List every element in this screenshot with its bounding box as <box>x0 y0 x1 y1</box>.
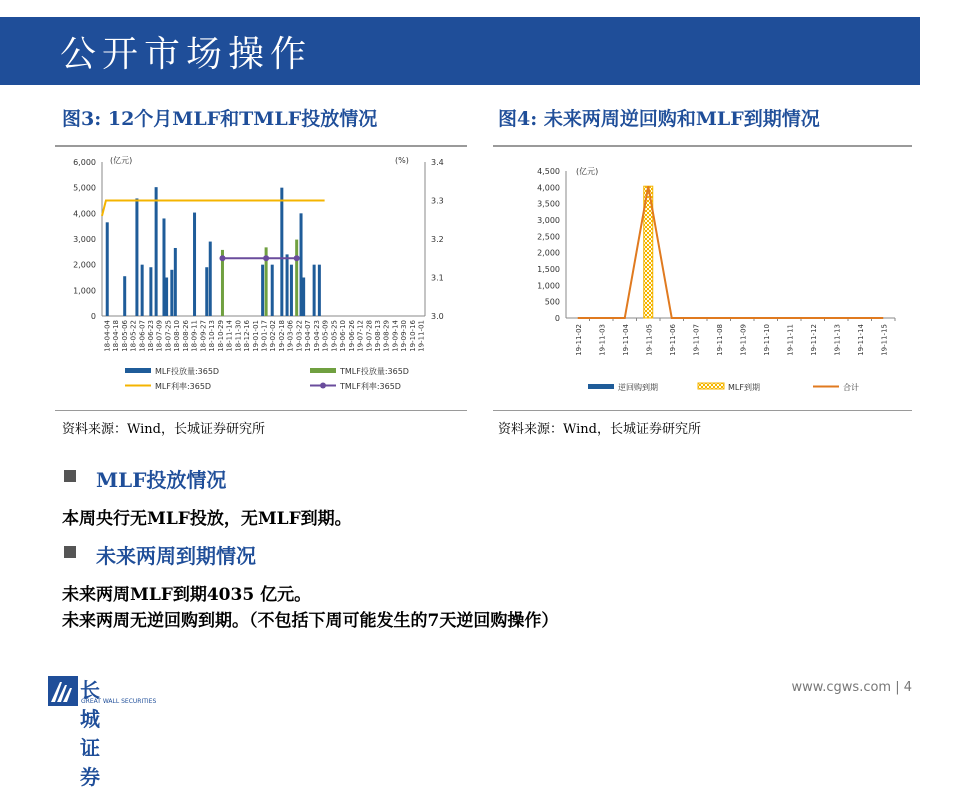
x-tick-label: 19-03-22 <box>295 320 304 352</box>
x-tick-label: 19-11-03 <box>598 324 607 356</box>
mlf-bar <box>155 187 158 316</box>
legend-label: 逆回购到期 <box>618 383 658 392</box>
mlf-bar <box>280 188 283 316</box>
section-mlf-text: 本周央行无MLF投放，无MLF到期。 <box>62 509 352 529</box>
mlf-tmlf-chart <box>55 150 467 408</box>
legend-swatch <box>588 384 614 389</box>
mlf-bar <box>162 218 165 316</box>
x-tick-label: 19-01-01 <box>251 320 260 352</box>
x-tick-label: 19-04-07 <box>304 320 313 352</box>
x-tick-label: 18-10-13 <box>208 320 217 352</box>
legend-label: TMLF投放量:365D <box>340 367 409 376</box>
y-tick-label: 4,000 <box>537 183 560 193</box>
y-tick-label: 0 <box>90 312 96 321</box>
footer-url-page: www.cgws.com | 4 <box>791 680 912 695</box>
y-right-tick-label: 3.2 <box>431 235 444 244</box>
x-tick-label: 19-07-12 <box>356 320 365 352</box>
x-tick-label: 19-11-01 <box>417 320 426 352</box>
source-right: 资料来源：Wind，长城证券研究所 <box>498 422 701 437</box>
y-tick-label: 3,500 <box>537 199 560 209</box>
header <box>0 0 960 90</box>
mlf-bar <box>123 276 126 316</box>
mlf-bar <box>209 242 212 316</box>
x-tick-label: 18-04-18 <box>112 320 121 352</box>
mlf-bar <box>271 265 274 316</box>
x-tick-label: 18-06-23 <box>147 320 156 352</box>
section-maturity-line-2: 未来两周无逆回购到期。（不包括下周可能发生的7天逆回购操作） <box>62 611 559 631</box>
x-tick-label: 19-11-02 <box>574 324 583 356</box>
figure-3-title: 图3: 12个月MLF和TMLF投放情况 <box>62 108 378 130</box>
y-right-tick-label: 3.1 <box>431 273 444 283</box>
mlf-bar <box>141 265 144 316</box>
x-tick-label: 19-04-23 <box>312 320 321 352</box>
mlf-bar <box>170 270 173 316</box>
x-tick-label: 19-02-18 <box>277 320 286 352</box>
bullet-1 <box>64 470 76 482</box>
total-line <box>578 186 884 318</box>
mlf-bar <box>286 254 289 316</box>
panel-top-rule-right <box>493 145 912 147</box>
x-tick-label: 18-08-10 <box>173 320 182 352</box>
maturity-chart <box>493 150 912 408</box>
x-tick-label: 19-11-10 <box>762 324 771 356</box>
x-tick-label: 18-11-30 <box>234 320 243 352</box>
x-tick-label: 19-06-10 <box>339 320 348 352</box>
x-tick-label: 19-01-17 <box>260 320 269 352</box>
y-tick-label: 0 <box>554 314 560 323</box>
x-tick-label: 18-06-07 <box>138 320 147 352</box>
mlf-bar <box>106 222 109 316</box>
y-tick-label: 3,000 <box>537 216 560 225</box>
y-unit-right: (%) <box>395 156 409 165</box>
x-tick-label: 19-11-05 <box>645 324 654 356</box>
x-tick-label: 19-11-06 <box>668 324 677 356</box>
mlf-tmlf-plot <box>73 155 444 391</box>
legend-label: 合计 <box>843 383 859 392</box>
x-tick-label: 19-11-12 <box>809 324 818 356</box>
x-tick-label: 19-11-09 <box>739 324 748 356</box>
tmlf-rate-point <box>294 255 300 261</box>
y-tick-label: 1,000 <box>73 286 96 296</box>
logo-text-en: GREAT WALL SECURITIES <box>81 698 157 705</box>
x-tick-label: 19-08-13 <box>373 320 382 352</box>
tmlf-rate-point <box>263 255 269 261</box>
x-tick-label: 18-08-26 <box>181 320 190 352</box>
legend-label: MLF投放量:365D <box>155 367 220 376</box>
mlf-bar <box>135 198 138 316</box>
tmlf-rate-point <box>219 255 225 261</box>
legend-swatch <box>125 368 151 373</box>
bullet-2 <box>64 546 76 558</box>
x-tick-label: 18-11-14 <box>225 320 234 352</box>
x-tick-label: 18-07-09 <box>155 320 164 352</box>
mlf-bar <box>165 278 168 317</box>
section-maturity-line-1: 未来两周MLF到期4035 亿元。 <box>62 585 312 605</box>
y-unit-left: (亿元) <box>576 167 599 176</box>
x-tick-label: 18-04-04 <box>103 320 112 352</box>
mlf-bar <box>193 213 196 316</box>
x-tick-label: 19-10-16 <box>408 320 417 352</box>
x-tick-label: 18-12-16 <box>243 320 252 352</box>
x-tick-label: 19-06-26 <box>347 320 356 352</box>
y-tick-label: 4,000 <box>73 209 96 219</box>
y-tick-label: 1,000 <box>537 281 560 291</box>
y-right-tick-label: 3.0 <box>431 312 444 321</box>
x-tick-label: 19-09-30 <box>400 320 409 352</box>
legend-swatch <box>698 383 724 389</box>
legend-swatch <box>310 368 336 373</box>
legend-marker <box>320 383 326 389</box>
y-right-tick-label: 3.3 <box>431 196 444 206</box>
mlf-bar <box>261 265 264 316</box>
mlf-bar <box>313 265 316 316</box>
mlf-bar <box>205 267 208 316</box>
company-logo <box>48 676 157 789</box>
x-tick-label: 19-11-14 <box>856 324 865 356</box>
x-tick-label: 19-11-07 <box>692 324 701 356</box>
x-tick-label: 18-09-27 <box>199 320 208 352</box>
x-tick-label: 19-11-04 <box>621 324 630 356</box>
mlf-bar <box>174 248 177 316</box>
figure-4-title: 图4: 未来两周逆回购和MLF到期情况 <box>498 108 820 130</box>
y-tick-label: 5,000 <box>73 183 96 193</box>
mlf-bar <box>290 265 293 316</box>
panel-bottom-rule-left <box>55 410 467 411</box>
great-wall-emblem-icon <box>48 676 78 706</box>
y-tick-label: 6,000 <box>73 158 96 167</box>
source-left: 资料来源：Wind，长城证券研究所 <box>62 422 265 437</box>
x-tick-label: 18-07-25 <box>164 320 173 352</box>
panel-top-rule-left <box>55 145 467 147</box>
y-unit-left: (亿元) <box>110 156 133 165</box>
x-tick-label: 19-07-28 <box>365 320 374 352</box>
legend-label: MLF利率:365D <box>155 382 212 391</box>
x-tick-label: 19-03-06 <box>286 320 295 352</box>
y-tick-label: 3,000 <box>73 235 96 244</box>
y-tick-label: 2,000 <box>73 260 96 270</box>
x-tick-label: 19-11-13 <box>833 324 842 356</box>
page-title: 公开市场操作 <box>60 34 313 75</box>
x-tick-label: 19-11-11 <box>786 324 795 356</box>
y-tick-label: 2,000 <box>537 248 560 258</box>
x-tick-label: 18-05-22 <box>129 320 138 352</box>
x-tick-label: 19-02-02 <box>269 320 278 352</box>
logo-text-cn: 长城证券 <box>80 678 101 789</box>
y-tick-label: 4,500 <box>537 167 560 176</box>
y-tick-label: 500 <box>544 297 560 307</box>
x-tick-label: 18-09-11 <box>190 320 199 352</box>
y-tick-label: 2,500 <box>537 232 560 242</box>
mlf-bar <box>302 278 305 317</box>
x-tick-label: 19-05-25 <box>330 320 339 352</box>
legend-label: MLF到期 <box>728 383 760 392</box>
y-right-tick-label: 3.4 <box>431 158 444 167</box>
mlf-bar <box>318 265 321 316</box>
x-tick-label: 19-09-14 <box>391 320 400 352</box>
section-mlf-title: MLF投放情况 <box>96 468 227 492</box>
legend-label: TMLF利率:365D <box>340 382 401 391</box>
x-tick-label: 19-08-29 <box>382 320 391 352</box>
tmlf-bar <box>295 240 298 316</box>
x-tick-label: 18-05-06 <box>120 320 129 352</box>
y-tick-label: 1,500 <box>537 265 560 274</box>
section-maturity-title: 未来两周到期情况 <box>96 544 256 568</box>
x-tick-label: 19-11-08 <box>715 324 724 356</box>
mlf-bar <box>149 267 152 316</box>
maturity-plot <box>537 166 895 392</box>
x-tick-label: 19-05-09 <box>321 320 330 352</box>
mlf-rate-line <box>102 201 325 216</box>
panel-bottom-rule-right <box>493 410 912 411</box>
x-tick-label: 18-10-29 <box>216 320 225 352</box>
mlf-bar <box>300 213 303 316</box>
x-tick-label: 19-11-15 <box>880 324 889 356</box>
